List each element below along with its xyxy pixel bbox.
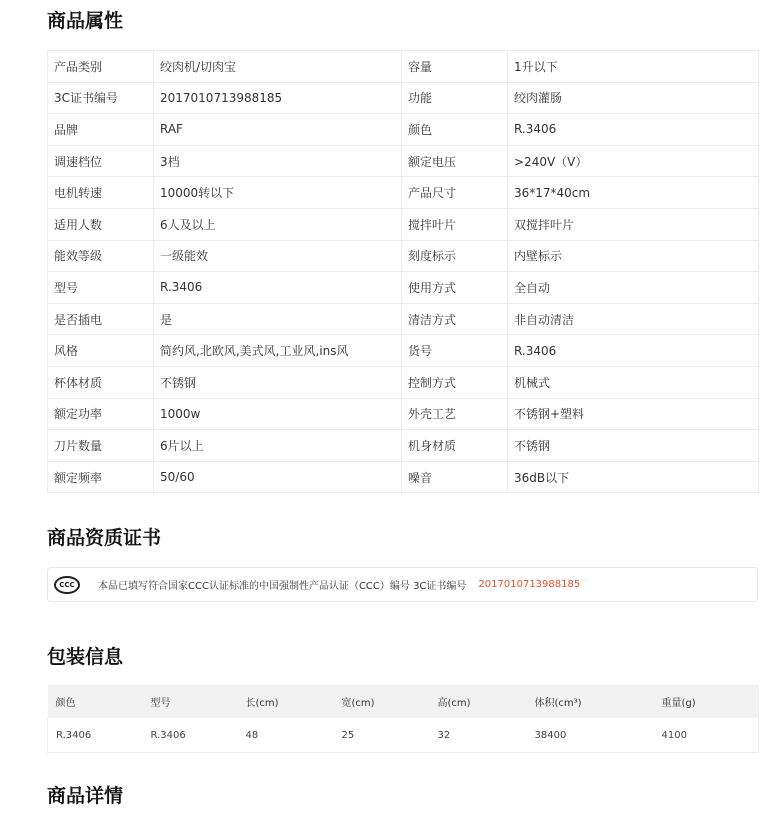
attribute-key: 机身材质 bbox=[402, 430, 508, 462]
package-row bbox=[48, 718, 759, 753]
attribute-key: 清洁方式 bbox=[402, 303, 508, 335]
attribute-row bbox=[48, 272, 759, 304]
attribute-value: 3档 bbox=[154, 145, 402, 177]
attribute-value: 不锈钢 bbox=[508, 430, 759, 462]
package-cell: R.3406 bbox=[48, 718, 143, 753]
attribute-value: 1000w bbox=[154, 398, 402, 430]
ccc-logo-icon: CCC bbox=[54, 576, 80, 594]
attribute-key: 能效等级 bbox=[48, 240, 154, 272]
attribute-row bbox=[48, 208, 759, 240]
attribute-key: 控制方式 bbox=[402, 366, 508, 398]
attribute-key: 型号 bbox=[48, 272, 154, 304]
attribute-value: 非自动清洁 bbox=[508, 303, 759, 335]
attribute-key: 杯体材质 bbox=[48, 366, 154, 398]
attribute-value: 不锈钢+塑料 bbox=[508, 398, 759, 430]
attribute-key: 额定频率 bbox=[48, 461, 154, 493]
attribute-key: 容量 bbox=[402, 51, 508, 83]
attribute-key: 风格 bbox=[48, 335, 154, 367]
attribute-key: 刻度标示 bbox=[402, 240, 508, 272]
attribute-value: R.3406 bbox=[508, 114, 759, 146]
attribute-row bbox=[48, 51, 759, 83]
attribute-row bbox=[48, 82, 759, 114]
cert-text: 本品已填写符合国家CCC认证标准的中国强制性产品认证（CCC）编号 3C证书编号 bbox=[98, 581, 467, 592]
attribute-value: 双搅拌叶片 bbox=[508, 208, 759, 240]
cert-title: 商品资质证书 bbox=[47, 527, 162, 549]
attribute-key: 噪音 bbox=[402, 461, 508, 493]
attribute-row bbox=[48, 461, 759, 493]
package-cell: 48 bbox=[238, 718, 334, 753]
attribute-row bbox=[48, 398, 759, 430]
attribute-key: 3C证书编号 bbox=[48, 82, 154, 114]
package-header-cell: 宽(cm) bbox=[334, 685, 430, 718]
package-title: 包装信息 bbox=[47, 646, 124, 668]
attribute-key: 额定电压 bbox=[402, 145, 508, 177]
attribute-value: 6片以上 bbox=[154, 430, 402, 462]
attribute-key: 外壳工艺 bbox=[402, 398, 508, 430]
attribute-key: 刀片数量 bbox=[48, 430, 154, 462]
attribute-key: 额定功率 bbox=[48, 398, 154, 430]
attribute-key: 是否插电 bbox=[48, 303, 154, 335]
attribute-value: >240V（V） bbox=[508, 145, 759, 177]
attribute-key: 功能 bbox=[402, 82, 508, 114]
attribute-row bbox=[48, 430, 759, 462]
attribute-key: 使用方式 bbox=[402, 272, 508, 304]
attribute-key: 适用人数 bbox=[48, 208, 154, 240]
detail-title: 商品详情 bbox=[47, 785, 124, 807]
attribute-key: 产品类别 bbox=[48, 51, 154, 83]
attribute-value: 6人及以上 bbox=[154, 208, 402, 240]
attribute-value: 简约风,北欧风,美式风,工业风,ins风 bbox=[154, 335, 402, 367]
attribute-row bbox=[48, 177, 759, 209]
attribute-value: R.3406 bbox=[508, 335, 759, 367]
attribute-value: RAF bbox=[154, 114, 402, 146]
package-header-cell: 体积(cm³) bbox=[527, 685, 654, 718]
attribute-value: 全自动 bbox=[508, 272, 759, 304]
attributes-table bbox=[47, 50, 759, 493]
package-header-cell: 颜色 bbox=[48, 685, 143, 718]
attribute-row bbox=[48, 303, 759, 335]
attribute-row bbox=[48, 145, 759, 177]
attribute-value: 10000转以下 bbox=[154, 177, 402, 209]
attribute-value: 36dB以下 bbox=[508, 461, 759, 493]
package-cell: 38400 bbox=[527, 718, 654, 753]
cert-number: 2017010713988185 bbox=[478, 579, 581, 590]
attribute-key: 颜色 bbox=[402, 114, 508, 146]
cert-box bbox=[47, 567, 758, 602]
package-header-cell: 型号 bbox=[143, 685, 238, 718]
package-cell: 25 bbox=[334, 718, 430, 753]
package-cell: 32 bbox=[430, 718, 527, 753]
attribute-value: 不锈钢 bbox=[154, 366, 402, 398]
package-cell: 4100 bbox=[654, 718, 759, 753]
attribute-value: 内壁标示 bbox=[508, 240, 759, 272]
package-header-cell: 长(cm) bbox=[238, 685, 334, 718]
package-header-cell: 重量(g) bbox=[654, 685, 759, 718]
attribute-row bbox=[48, 240, 759, 272]
attribute-value: 机械式 bbox=[508, 366, 759, 398]
attribute-key: 电机转速 bbox=[48, 177, 154, 209]
attribute-value: 绞肉机/切肉宝 bbox=[154, 51, 402, 83]
attribute-row bbox=[48, 114, 759, 146]
attribute-value: 是 bbox=[154, 303, 402, 335]
attribute-key: 产品尺寸 bbox=[402, 177, 508, 209]
attributes-title: 商品属性 bbox=[47, 10, 124, 32]
package-cell: R.3406 bbox=[143, 718, 238, 753]
attribute-value: 一级能效 bbox=[154, 240, 402, 272]
attribute-row bbox=[48, 366, 759, 398]
attribute-value: R.3406 bbox=[154, 272, 402, 304]
attribute-value: 36*17*40cm bbox=[508, 177, 759, 209]
attribute-row bbox=[48, 335, 759, 367]
attribute-value: 50/60 bbox=[154, 461, 402, 493]
attribute-value: 2017010713988185 bbox=[154, 82, 402, 114]
attribute-key: 品牌 bbox=[48, 114, 154, 146]
attribute-key: 货号 bbox=[402, 335, 508, 367]
attribute-key: 搅拌叶片 bbox=[402, 208, 508, 240]
attribute-value: 绞肉灌肠 bbox=[508, 82, 759, 114]
package-table bbox=[47, 685, 759, 753]
package-header-cell: 高(cm) bbox=[430, 685, 527, 718]
attribute-key: 调速档位 bbox=[48, 145, 154, 177]
package-header-row bbox=[48, 685, 759, 718]
attribute-value: 1升以下 bbox=[508, 51, 759, 83]
